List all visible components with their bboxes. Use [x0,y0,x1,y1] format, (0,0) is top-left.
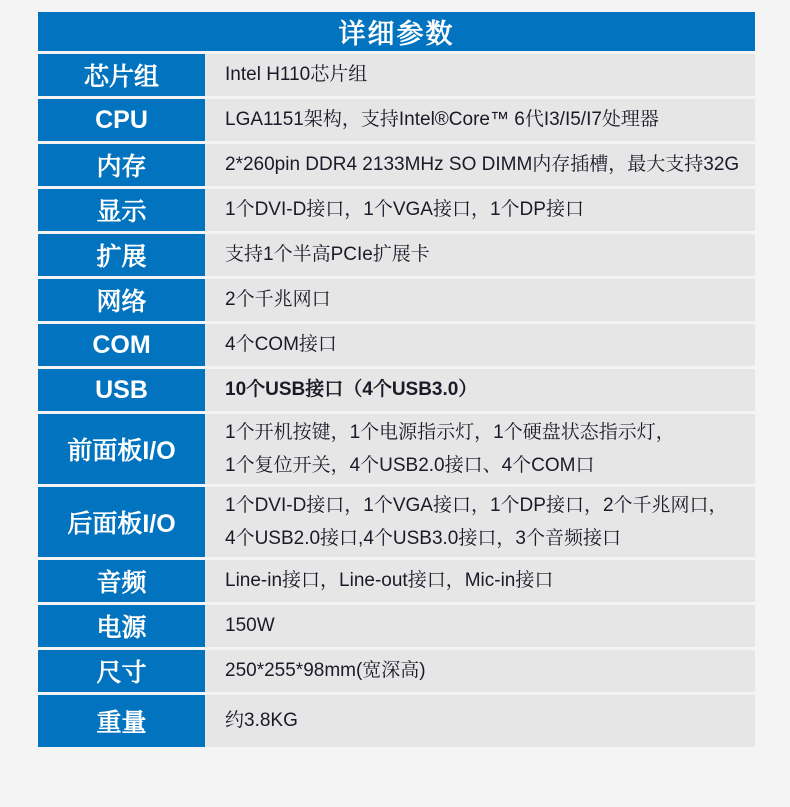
spec-value-network [205,279,755,321]
spec-value-line: 支持1个半高PCIe扩展卡 [225,244,430,265]
spec-value-line: 1个DVI-D接口，1个VGA接口，1个DP接口 [225,199,584,220]
spec-label-front-panel-io: 前面板I/O [38,414,205,484]
spec-label-rear-panel-io: 后面板I/O [38,487,205,557]
spec-row-network [38,279,755,321]
spec-label-power: 电源 [38,605,205,647]
spec-value-usb [205,369,755,411]
spec-value-power [205,605,755,647]
spec-value-line: 2*260pin DDR4 2133MHz SO DIMM内存插槽，最大支持32G [225,154,740,175]
spec-value-com [205,324,755,366]
spec-value-dimensions [205,650,755,692]
spec-label-network: 网络 [38,279,205,321]
spec-value-line: 10个USB接口（4个USB3.0） [225,379,478,400]
spec-row-usb [38,369,755,411]
spec-label-expansion: 扩展 [38,234,205,276]
table-title-bar [38,12,755,51]
spec-value-display [205,189,755,231]
spec-label-display: 显示 [38,189,205,231]
spec-label-weight: 重量 [38,695,205,747]
spec-value-line: LGA1151架构，支持Intel®Core™ 6代I3/I5/I7处理器 [225,109,659,130]
spec-row-cpu [38,99,755,141]
spec-row-memory [38,144,755,186]
spec-value-line: 2个千兆网口 [225,289,331,310]
spec-row-rear-panel-io [38,487,755,557]
spec-value-line: 4个COM接口 [225,334,337,355]
spec-value-line: 1个开机按键，1个电源指示灯，1个硬盘状态指示灯， [225,422,675,443]
spec-value-chipset [205,54,755,96]
spec-row-display [38,189,755,231]
spec-value-line: 4个USB2.0接口,4个USB3.0接口，3个音频接口 [225,528,621,549]
spec-value-weight [205,695,755,747]
spec-label-chipset: 芯片组 [38,54,205,96]
spec-value-line: Intel H110芯片组 [225,64,368,85]
spec-label-com: COM [38,324,205,366]
spec-row-com [38,324,755,366]
spec-label-memory: 内存 [38,144,205,186]
spec-row-chipset [38,54,755,96]
spec-value-line: 约3.8KG [225,710,298,731]
spec-value-line: 1个复位开关，4个USB2.0接口、4个COM口 [225,455,595,476]
spec-row-weight [38,695,755,747]
spec-row-power [38,605,755,647]
spec-value-line: Line-in接口，Line-out接口，Mic-in接口 [225,570,554,591]
spec-label-audio: 音频 [38,560,205,602]
spec-value-line: 250*255*98mm(宽深高) [225,660,426,681]
spec-value-front-panel-io [205,414,755,484]
spec-row-audio [38,560,755,602]
spec-value-rear-panel-io [205,487,755,557]
spec-value-expansion [205,234,755,276]
spec-value-audio [205,560,755,602]
table-title: 详细参数 [338,19,455,49]
spec-value-memory [205,144,755,186]
spec-table [38,12,755,747]
spec-label-usb: USB [38,369,205,411]
spec-value-line: 1个DVI-D接口，1个VGA接口，1个DP接口，2个千兆网口， [225,495,728,516]
spec-label-dimensions: 尺寸 [38,650,205,692]
spec-row-expansion [38,234,755,276]
spec-row-dimensions [38,650,755,692]
spec-label-cpu: CPU [38,99,205,141]
spec-value-cpu [205,99,755,141]
spec-value-line: 150W [225,615,275,636]
spec-row-front-panel-io [38,414,755,484]
